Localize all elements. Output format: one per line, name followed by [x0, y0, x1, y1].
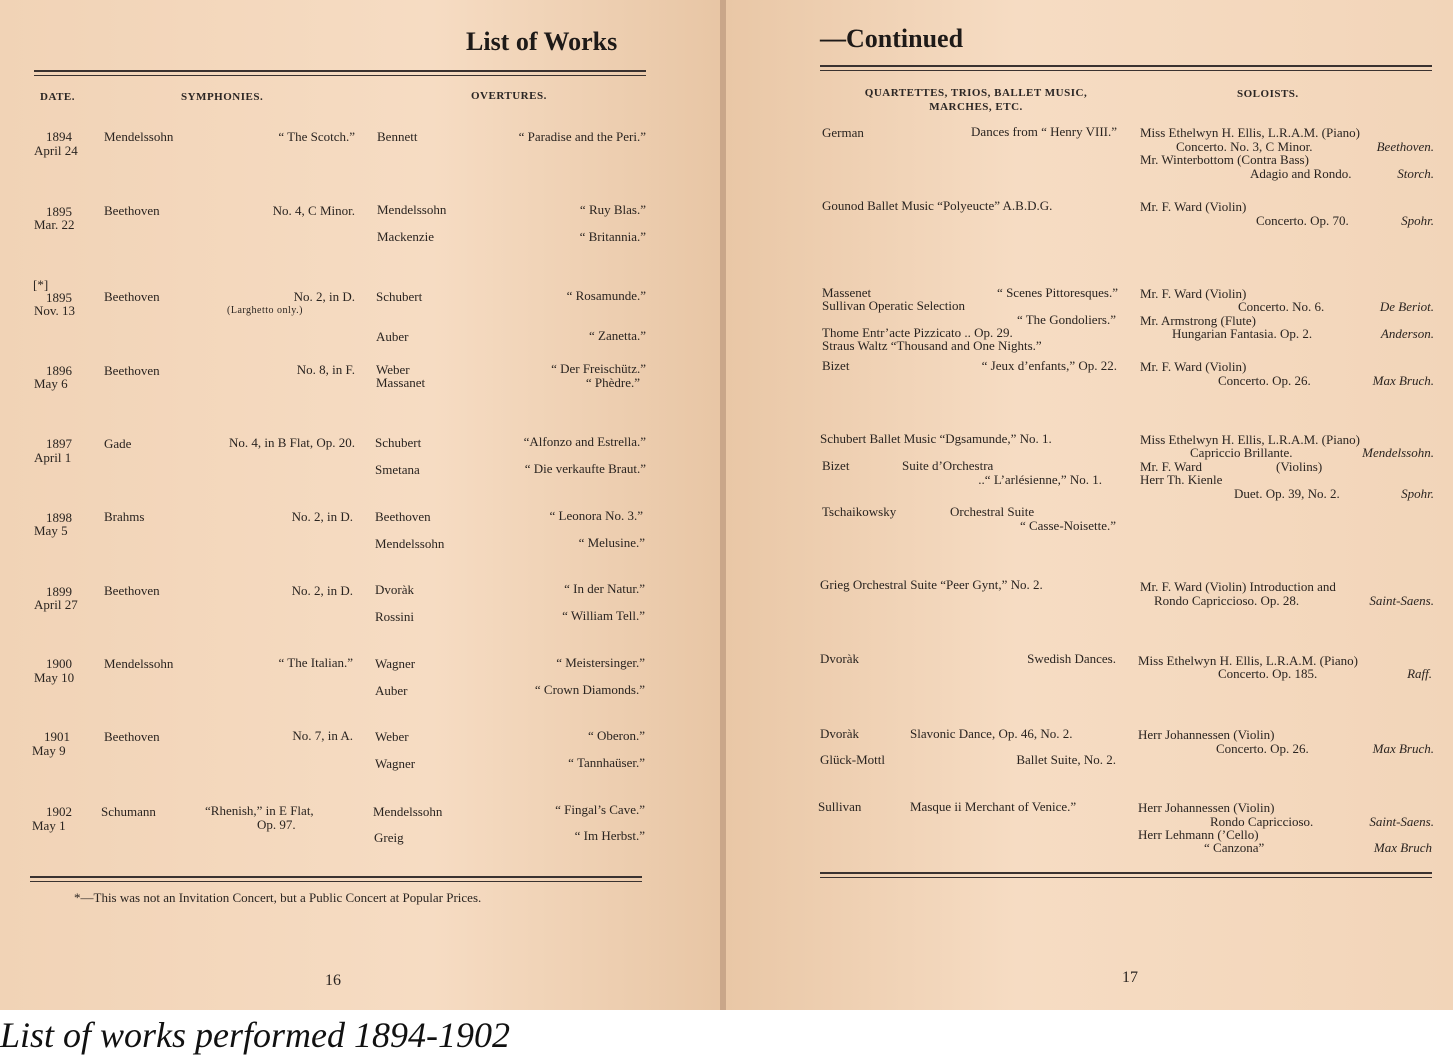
soloist-piece-composer: Max Bruch: [1373, 840, 1432, 855]
overture-work: “ Fingal’s Cave.”: [555, 802, 645, 817]
soloist-piece-composer: Max Bruch.: [1372, 373, 1434, 388]
overture-composer: Auber: [375, 683, 408, 698]
overture-composer: Bennett: [377, 129, 418, 144]
soloist-piece: Duet. Op. 39, No. 2.: [1234, 486, 1340, 501]
overture-composer: Mendelssohn: [373, 804, 443, 819]
overture-work: “ Der Freischütz.”: [551, 361, 646, 376]
soloist-piece-composer: Mendelssohn.: [1362, 445, 1434, 460]
overture-work: “ Melusine.”: [578, 535, 645, 550]
concert-date: May 1: [32, 818, 66, 833]
soloist-piece: Concerto. No. 6.: [1238, 299, 1325, 314]
soloist-piece: Capriccio Brillante.: [1190, 445, 1293, 460]
soloist-name: Herr Lehmann (’Cello): [1138, 827, 1259, 842]
page-number: 16: [325, 972, 341, 989]
work-composer: Dvoràk: [820, 651, 859, 666]
overture-work: “ Zanetta.”: [588, 328, 646, 343]
overture-composer: Smetana: [375, 462, 420, 477]
work-title: “ Jeux d’enfants,” Op. 22.: [981, 358, 1117, 373]
concert-year: 1894: [46, 129, 72, 144]
header-rule-top: [34, 70, 646, 72]
soloist-name: Mr. F. Ward (Violin): [1140, 359, 1247, 374]
overture-work: “ Oberon.”: [587, 728, 645, 743]
work-title: “ Casse-Noisette.”: [1019, 518, 1116, 533]
work-composer: Bizet: [822, 458, 850, 473]
symphony-composer: Schumann: [101, 804, 156, 819]
work-composer: Glück-Mottl: [820, 752, 885, 767]
overture-work: “ Britannia.”: [579, 229, 646, 244]
overture-work: “ Tannhaüser.”: [568, 755, 645, 770]
header-rule-bottom: [820, 70, 1432, 71]
overture-composer: Mackenzie: [377, 229, 435, 244]
soloist-piece: Adagio and Rondo.: [1250, 166, 1352, 181]
concert-date: May 9: [32, 743, 66, 758]
overture-work: “Alfonzo and Estrella.”: [523, 434, 646, 449]
work-entry: Sullivan Operatic Selection: [822, 298, 965, 313]
soloist-instrument: (Violins): [1276, 459, 1323, 474]
soloist-name: Herr Th. Kienle: [1140, 472, 1223, 487]
column-header-symphonies: SYMPHONIES.: [181, 91, 264, 103]
overture-work: “ Ruy Blas.”: [579, 202, 646, 217]
soloist-piece-composer: De Beriot.: [1379, 299, 1434, 314]
soloist-piece: Concerto. No. 3, C Minor.: [1176, 139, 1313, 154]
overture-composer: Auber: [376, 329, 409, 344]
concert-date: April 24: [34, 143, 78, 158]
footer-rule-bottom: [820, 877, 1432, 878]
footer-rule-top: [30, 876, 642, 878]
work-title: ..“ L’arlésienne,” No. 1.: [978, 472, 1102, 487]
work-entry: Thome Entr’acte Pizzicato .. Op. 29.: [822, 325, 1013, 340]
image-caption: List of works performed 1894-1902: [0, 1015, 511, 1055]
overture-work: “ Paradise and the Peri.”: [518, 129, 646, 144]
soloist-name: Mr. Armstrong (Flute): [1140, 313, 1256, 328]
work-composer: Massenet: [822, 285, 872, 300]
symphony-composer: Brahms: [104, 509, 145, 524]
symphony-composer: Beethoven: [104, 363, 160, 378]
concert-date: May 6: [34, 376, 68, 391]
work-title: Dances from “ Henry VIII.”: [971, 124, 1117, 139]
soloist-name: Miss Ethelwyn H. Ellis, L.R.A.M. (Piano): [1140, 125, 1360, 140]
work-title: Swedish Dances.: [1027, 651, 1116, 666]
concert-year: 1895: [46, 204, 72, 219]
work-entry: Grieg Orchestral Suite “Peer Gynt,” No. 2.: [820, 577, 1043, 592]
soloist-piece-composer: Anderson.: [1380, 326, 1434, 341]
soloist-piece: Concerto. Op. 70.: [1256, 213, 1349, 228]
soloist-piece: Hungarian Fantasia. Op. 2.: [1172, 326, 1313, 341]
overture-work: “ In der Natur.”: [564, 581, 645, 596]
work-title: “ The Gondoliers.”: [1016, 312, 1116, 327]
soloist-name: Miss Ethelwyn H. Ellis, L.R.A.M. (Piano): [1138, 653, 1358, 668]
overture-work: “ William Tell.”: [562, 608, 645, 623]
concert-date: Nov. 13: [34, 303, 76, 318]
soloist-piece: Rondo Capriccioso. Op. 28.: [1154, 593, 1300, 608]
overture-composer: Weber: [376, 362, 410, 377]
work-title: Masque ii Merchant of Venice.”: [910, 799, 1077, 814]
soloist-name: Mr. Winterbottom (Contra Bass): [1140, 152, 1309, 167]
overture-work: “ Phèdre.”: [585, 375, 640, 390]
symphony-work: “ The Scotch.”: [278, 129, 355, 144]
footer-rule-top: [820, 872, 1432, 874]
work-entry: Schubert Ballet Music “Dgsamunde,” No. 1.: [820, 431, 1052, 446]
footnote-mark: [*]: [33, 277, 49, 292]
footer-rule-bottom: [30, 881, 642, 882]
overture-composer: Schubert: [375, 435, 422, 450]
soloist-piece: Rondo Capriccioso.: [1210, 814, 1314, 829]
overture-work: “ Rosamunde.”: [566, 288, 646, 303]
symphony-work: “Rhenish,” in E Flat,: [205, 803, 314, 818]
overture-composer: Massanet: [376, 375, 426, 390]
symphony-work: No. 2, in D.: [293, 289, 355, 304]
work-composer: German: [822, 125, 864, 140]
symphony-composer: Beethoven: [104, 729, 160, 744]
header-rule-top: [820, 65, 1432, 67]
right-page: [726, 0, 1453, 1010]
work-composer: Tschaikowsky: [822, 504, 897, 519]
soloist-piece-composer: Saint-Saens.: [1369, 593, 1434, 608]
column-header-quartettes-line1: QUARTETTES, TRIOS, BALLET MUSIC,: [864, 87, 1088, 99]
concert-date: April 1: [34, 450, 72, 465]
overture-composer: Mendelssohn: [375, 536, 445, 551]
overture-composer: Wagner: [375, 756, 416, 771]
soloist-name: Mr. F. Ward (Violin): [1140, 199, 1247, 214]
column-header-quartettes-line2: MARCHES, ETC.: [929, 101, 1023, 113]
soloist-piece-composer: Spohr.: [1401, 213, 1434, 228]
overture-composer: Weber: [375, 729, 409, 744]
work-entry: Straus Waltz “Thousand and One Nights.”: [822, 338, 1042, 353]
soloist-piece-composer: Beethoven.: [1376, 139, 1434, 154]
concert-year: 1902: [46, 804, 72, 819]
page-number: 17: [1122, 969, 1138, 986]
column-header-soloists: SOLOISTS.: [1237, 88, 1299, 100]
concert-year: 1901: [44, 729, 70, 744]
symphony-work: No. 8, in F.: [296, 362, 355, 377]
concert-year: 1899: [46, 584, 72, 599]
work-title: Suite d’Orchestra: [902, 458, 994, 473]
soloist-name: Mr. F. Ward (Violin) Introduction and: [1140, 579, 1336, 594]
concert-date: May 10: [34, 670, 75, 685]
concert-date: April 27: [34, 597, 78, 612]
symphony-work: No. 2, in D.: [291, 509, 353, 524]
symphony-composer: Mendelssohn: [104, 129, 174, 144]
work-composer: Bizet: [822, 358, 850, 373]
soloist-name: Mr. F. Ward (Violin): [1140, 286, 1247, 301]
soloist-piece: “ Canzona”: [1204, 840, 1265, 855]
overture-composer: Schubert: [376, 289, 423, 304]
concert-date: May 5: [34, 523, 68, 538]
column-header-date: DATE.: [40, 91, 75, 103]
soloist-name: Mr. F. Ward: [1140, 459, 1202, 474]
overture-work: “ Leonora No. 3.”: [549, 508, 643, 523]
soloist-name: Herr Johannessen (Violin): [1138, 800, 1275, 815]
soloist-name: Herr Johannessen (Violin): [1138, 727, 1275, 742]
overture-composer: Beethoven: [375, 509, 431, 524]
soloist-piece-composer: Raff.: [1407, 666, 1432, 681]
symphony-composer: Beethoven: [104, 203, 160, 218]
soloist-piece: Concerto. Op. 26.: [1216, 741, 1309, 756]
symphony-work: No. 4, in B Flat, Op. 20.: [228, 435, 355, 450]
work-title: Slavonic Dance, Op. 46, No. 2.: [910, 726, 1073, 741]
soloist-piece: Concerto. Op. 185.: [1218, 666, 1318, 681]
header-rule-bottom: [34, 75, 646, 76]
concert-date: Mar. 22: [34, 217, 75, 232]
overture-composer: Wagner: [375, 656, 416, 671]
work-entry: Gounod Ballet Music “Polyeucte” A.B.D.G.: [822, 198, 1053, 213]
symphony-work-opus: Op. 97.: [257, 817, 296, 832]
page-title: —Continued: [820, 24, 964, 53]
work-composer: Dvoràk: [820, 726, 859, 741]
soloist-piece-composer: Max Bruch.: [1372, 741, 1434, 756]
symphony-work: No. 7, in A.: [292, 728, 353, 743]
work-title: Ballet Suite, No. 2.: [1016, 752, 1116, 767]
overture-composer: Dvoràk: [375, 582, 414, 597]
symphony-work: No. 4, C Minor.: [272, 203, 355, 218]
concert-year: 1895: [46, 290, 72, 305]
symphony-composer: Mendelssohn: [104, 656, 174, 671]
work-title: “ Scenes Pittoresques.”: [997, 285, 1118, 300]
concert-year: 1898: [46, 510, 72, 525]
symphony-composer: Gade: [104, 436, 132, 451]
footnote: *—This was not an Invitation Concert, but a Public Concert at Popular Prices.: [74, 890, 482, 905]
concert-year: 1897: [46, 436, 72, 451]
soloist-piece-composer: Storch.: [1397, 166, 1434, 181]
left-page: [0, 0, 720, 1010]
soloist-piece-composer: Saint-Saens.: [1369, 814, 1434, 829]
overture-work: “ Meistersinger.”: [556, 655, 645, 670]
overture-work: “ Die verkaufte Braut.”: [524, 461, 646, 476]
symphony-work: No. 2, in D.: [291, 583, 353, 598]
soloist-piece-composer: Spohr.: [1401, 486, 1434, 501]
overture-work: “ Im Herbst.”: [574, 828, 645, 843]
overture-work: “ Crown Diamonds.”: [534, 682, 645, 697]
overture-composer: Mendelssohn: [377, 202, 447, 217]
column-header-quartettes: [836, 86, 1116, 114]
column-header-overtures: OVERTURES.: [471, 90, 547, 102]
overture-composer: Rossini: [375, 609, 415, 624]
work-composer: Sullivan: [818, 799, 862, 814]
overture-composer: Greig: [374, 830, 404, 845]
concert-year: 1896: [46, 363, 72, 378]
soloist-name: Miss Ethelwyn H. Ellis, L.R.A.M. (Piano): [1140, 432, 1360, 447]
symphony-note: (Larghetto only.): [227, 305, 303, 316]
page-title: List of Works: [466, 27, 618, 56]
soloist-piece: Concerto. Op. 26.: [1218, 373, 1311, 388]
concert-year: 1900: [46, 656, 72, 671]
symphony-composer: Beethoven: [104, 289, 160, 304]
symphony-work: “ The Italian.”: [278, 655, 353, 670]
symphony-composer: Beethoven: [104, 583, 160, 598]
work-title: Orchestral Suite: [950, 504, 1035, 519]
